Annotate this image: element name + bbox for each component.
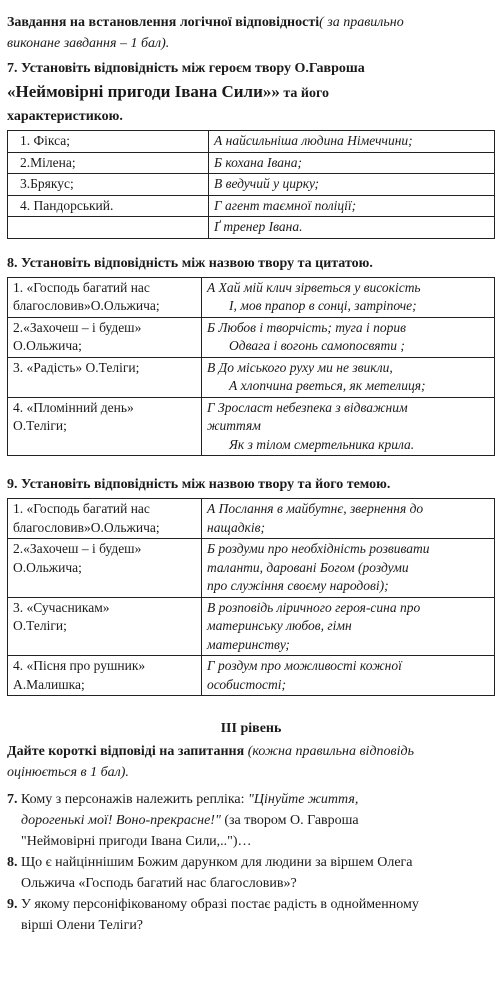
task7-heading-rest: та його <box>279 86 329 101</box>
question-9 <box>7 894 495 936</box>
cell-line: О.Ольжича; <box>13 559 82 575</box>
task7-heading-3: характеристикою. <box>7 109 123 124</box>
question-text: Кому з персонажів належить репліка: <box>17 792 249 807</box>
question-text: (за твором О. Гавроша <box>220 813 359 828</box>
task8-right-cell <box>202 277 495 317</box>
cell-line: І, мов прапор в сонці, затріпоче; <box>229 298 417 313</box>
cell-line: О.Ольжича; <box>13 338 82 353</box>
cell-line: В До міського руху ми не звикли, <box>207 359 393 375</box>
task9-right-cell <box>202 539 495 598</box>
task7-heading-2 <box>7 81 495 104</box>
level3-title: ІІІ рівень <box>220 721 282 736</box>
top-spacer <box>7 0 495 12</box>
task7-left-cell: 1. Фікса; <box>8 131 209 153</box>
cell-line: 2.«Захочеш – і будеш» <box>13 541 142 556</box>
task9-heading: 9. Установіть відповідність між назвою твору та його темою. <box>7 477 391 492</box>
table-row <box>8 131 495 153</box>
intro-note-2: виконане завдання – 1 бал). <box>7 36 170 51</box>
task9-left-cell <box>8 597 202 656</box>
cell-line: Б роздуми про необхідність розвивати <box>207 541 430 556</box>
task8-heading: 8. Установіть відповідність між назвою твору та цитатою. <box>7 255 373 271</box>
task7-right-cell: А найсильніша людина Німеччини; <box>209 131 495 153</box>
task9-left-cell <box>8 656 202 696</box>
cell-line: 2.«Захочеш – і будеш» <box>13 319 142 335</box>
intro-line-1 <box>7 12 495 33</box>
cell-line: Одвага і вогонь самопосвяти ; <box>229 338 405 353</box>
cell-line: благословив»О.Ольжича; <box>13 519 160 535</box>
task7-left-cell <box>8 217 209 239</box>
cell-line: Б Любов і творчість; туга і порив <box>207 319 407 335</box>
task7-left-cell: 2.Мілена; <box>8 152 209 174</box>
table-row <box>8 152 495 174</box>
task7-table <box>7 130 495 239</box>
task8-left-cell <box>8 397 202 456</box>
cell-line: 3. «Сучасникам» <box>13 599 110 615</box>
task7-left-cell: 3.Брякус; <box>8 174 209 196</box>
cell-line: В розповідь ліричного героя-сина про <box>207 599 421 615</box>
cell-line: 1. «Господь багатий нас <box>13 501 150 516</box>
cell-line: 3. «Радість» О.Теліги; <box>13 359 140 375</box>
question-7 <box>7 789 495 852</box>
cell-line: О.Теліги; <box>13 418 67 433</box>
task8-left-cell <box>8 357 202 397</box>
task7-right-cell: В ведучий у цирку; <box>209 174 495 196</box>
table-row <box>8 174 495 196</box>
cell-line: благословив»О.Ольжича; <box>13 298 160 313</box>
table-row <box>8 217 495 239</box>
cell-line: 4. «Пломінний день» <box>13 399 134 415</box>
cell-line: А Послання в майбутнє, звернення до <box>207 501 424 516</box>
task7-right-cell: Ґ тренер Івана. <box>209 217 495 239</box>
table-row <box>8 597 495 656</box>
question-number: 7. <box>7 792 18 807</box>
table-row <box>8 357 495 397</box>
task7-right-cell: Г агент таємної поліції; <box>209 195 495 217</box>
task7-left-cell: 4. Пандорський. <box>8 195 209 217</box>
intro-title: Завдання на встановлення логічної відповідності <box>7 15 320 30</box>
cell-line: життям <box>207 418 261 433</box>
question-number: 9. <box>7 897 18 912</box>
task7-heading-1: 7. Установіть відповідність між героєм твору О.Гавроша <box>7 61 365 76</box>
question-text: "Неймовірні пригоди Івана Сили,..")… <box>21 834 252 849</box>
table-row <box>8 317 495 357</box>
task8-right-cell <box>202 357 495 397</box>
question-text: У якому персоніфікованому образі постає радість в однойменному <box>17 897 419 912</box>
cell-line: А хлопчина рветься, як метелиця; <box>229 378 426 393</box>
task8-table <box>7 277 495 457</box>
table-row <box>8 397 495 456</box>
table-row <box>8 277 495 317</box>
cell-line: О.Теліги; <box>13 618 67 633</box>
intro-note: ( за правильно <box>319 15 404 30</box>
question-text: Що є найціннішим Божим дарунком для людини за віршем Олега <box>17 855 413 870</box>
level3-lead-line <box>7 741 495 762</box>
cell-line: А.Малишка; <box>13 676 85 692</box>
cell-line: Як з тілом смертельника крила. <box>229 436 415 452</box>
task9-right-cell <box>202 597 495 656</box>
cell-line: 4. «Пісня про рушник» <box>13 658 146 673</box>
table-row <box>8 656 495 696</box>
level3-lead-note-2: оцінюється в 1 бал). <box>7 765 129 780</box>
question-number: 8. <box>7 855 18 870</box>
cell-line: Г Зросласт небезпека з відважним <box>207 399 408 415</box>
cell-line: про служіння своєму народові); <box>207 578 389 593</box>
task8-left-cell <box>8 277 202 317</box>
question-8 <box>7 852 495 894</box>
task9-right-cell <box>202 656 495 696</box>
cell-line: нащадків; <box>207 519 265 535</box>
task8-right-cell <box>202 317 495 357</box>
task9-left-cell <box>8 539 202 598</box>
table-row <box>8 539 495 598</box>
question-quote: дорогенькі мої! Воно-прекрасне!" <box>21 813 221 828</box>
task7-book-title: «Неймовірні пригоди Івана Сили»» <box>7 82 280 101</box>
cell-line: особистості; <box>207 676 286 692</box>
task9-left-cell <box>8 499 202 539</box>
level3-lead: Дайте короткі відповіді на запитання <box>7 744 245 759</box>
document <box>7 0 495 936</box>
cell-line: материнську любов, гімн <box>207 618 352 633</box>
level3-lead-note: (кожна правильна відповідь <box>244 744 414 759</box>
cell-line: 1. «Господь багатий нас <box>13 279 150 295</box>
task9-table <box>7 498 495 696</box>
table-row <box>8 499 495 539</box>
question-text: Ольжича «Господь багатий нас благословив»? <box>21 876 297 891</box>
task9-right-cell <box>202 499 495 539</box>
cell-line: Г роздум про можливості кожної <box>207 658 402 673</box>
table-row <box>8 195 495 217</box>
task7-right-cell: Б кохана Івана; <box>209 152 495 174</box>
cell-line: материнству; <box>207 636 290 652</box>
task8-right-cell <box>202 397 495 456</box>
question-quote: "Цінуйте життя, <box>248 792 359 807</box>
question-text: вірші Олени Теліги? <box>21 918 144 933</box>
task8-left-cell <box>8 317 202 357</box>
cell-line: А Хай мій клич зірветься у високість <box>207 279 421 295</box>
cell-line: таланти, даровані Богом (роздуми <box>207 559 409 575</box>
